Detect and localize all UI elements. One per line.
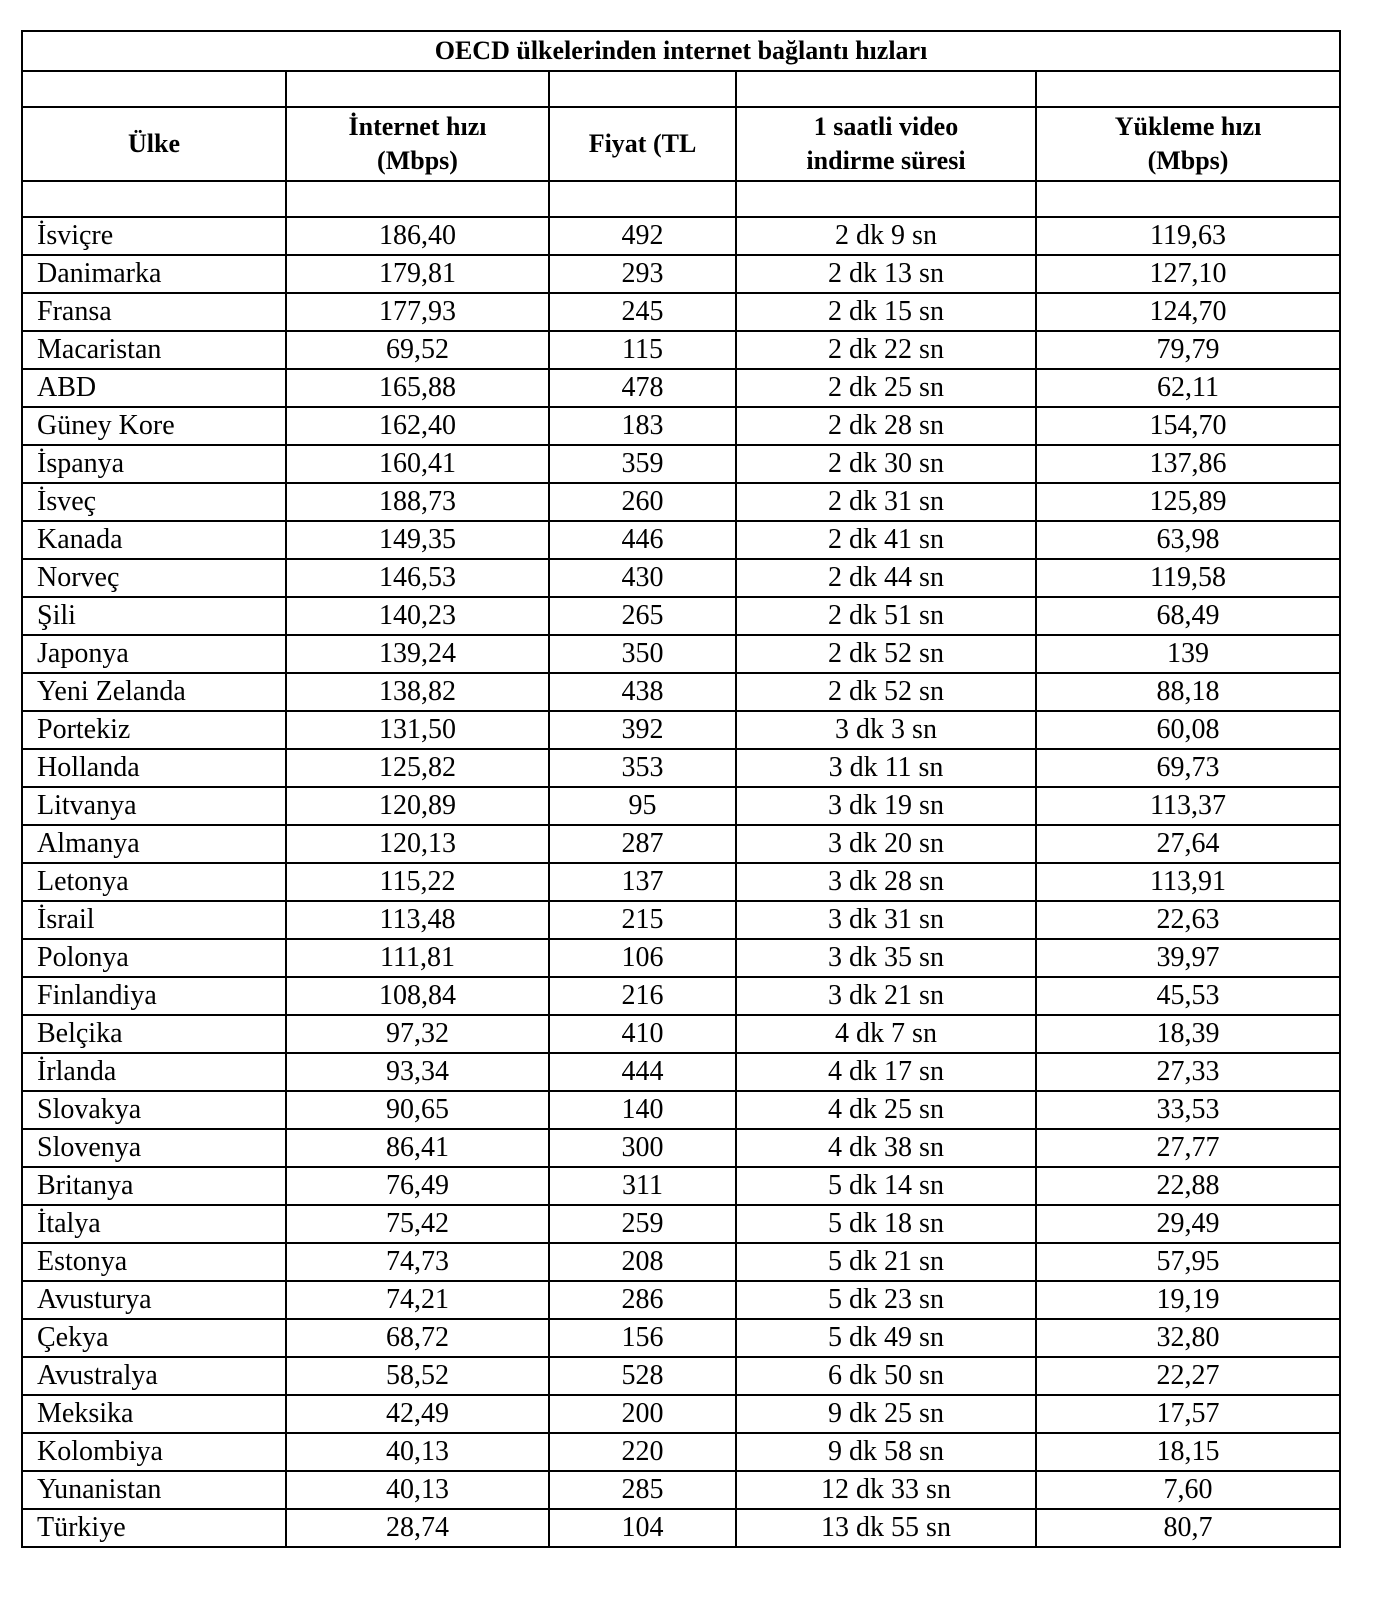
cell-upload-speed: 7,60 [1036, 1471, 1340, 1509]
cell-video-download-time: 5 dk 23 sn [736, 1281, 1036, 1319]
table-row [22, 1205, 1340, 1243]
cell-price: 528 [549, 1357, 736, 1395]
cell-video-download-time: 3 dk 20 sn [736, 825, 1036, 863]
cell-video-download-time: 2 dk 25 sn [736, 369, 1036, 407]
cell-internet-speed: 177,93 [286, 293, 549, 331]
cell-price: 359 [549, 445, 736, 483]
cell-upload-speed: 113,37 [1036, 787, 1340, 825]
cell-upload-speed: 18,15 [1036, 1433, 1340, 1471]
cell-country: Danimarka [22, 255, 286, 293]
cell-country: Litvanya [22, 787, 286, 825]
cell-upload-speed: 17,57 [1036, 1395, 1340, 1433]
cell-internet-speed: 75,42 [286, 1205, 549, 1243]
cell-upload-speed: 127,10 [1036, 255, 1340, 293]
cell-upload-speed: 60,08 [1036, 711, 1340, 749]
cell-country: Hollanda [22, 749, 286, 787]
cell-country: Kolombiya [22, 1433, 286, 1471]
cell-upload-speed: 113,91 [1036, 863, 1340, 901]
cell-internet-speed: 74,21 [286, 1281, 549, 1319]
table-row [22, 1395, 1340, 1433]
cell-country: Slovakya [22, 1091, 286, 1129]
cell-internet-speed: 139,24 [286, 635, 549, 673]
cell-country: İspanya [22, 445, 286, 483]
cell-internet-speed: 76,49 [286, 1167, 549, 1205]
cell-price: 140 [549, 1091, 736, 1129]
cell-upload-speed: 63,98 [1036, 521, 1340, 559]
cell-internet-speed: 86,41 [286, 1129, 549, 1167]
table-row [22, 863, 1340, 901]
cell-video-download-time: 3 dk 31 sn [736, 901, 1036, 939]
cell-video-download-time: 3 dk 3 sn [736, 711, 1036, 749]
cell-upload-speed: 39,97 [1036, 939, 1340, 977]
cell-upload-speed: 22,63 [1036, 901, 1340, 939]
cell-internet-speed: 74,73 [286, 1243, 549, 1281]
cell-upload-speed: 68,49 [1036, 597, 1340, 635]
cell-video-download-time: 5 dk 21 sn [736, 1243, 1036, 1281]
cell-internet-speed: 125,82 [286, 749, 549, 787]
cell-internet-speed: 97,32 [286, 1015, 549, 1053]
cell-price: 265 [549, 597, 736, 635]
cell-video-download-time: 4 dk 25 sn [736, 1091, 1036, 1129]
table-row [22, 749, 1340, 787]
cell-price: 260 [549, 483, 736, 521]
cell-video-download-time: 2 dk 9 sn [736, 217, 1036, 255]
table-row [22, 901, 1340, 939]
table-row [22, 635, 1340, 673]
cell-price: 216 [549, 977, 736, 1015]
cell-country: Japonya [22, 635, 286, 673]
cell-upload-speed: 29,49 [1036, 1205, 1340, 1243]
table-row [22, 1281, 1340, 1319]
cell-internet-speed: 120,89 [286, 787, 549, 825]
cell-internet-speed: 28,74 [286, 1509, 549, 1547]
table-row [22, 521, 1340, 559]
header-price: Fiyat (TL [549, 107, 736, 181]
cell-video-download-time: 3 dk 11 sn [736, 749, 1036, 787]
cell-price: 293 [549, 255, 736, 293]
cell-price: 430 [549, 559, 736, 597]
cell-country: Norveç [22, 559, 286, 597]
cell-upload-speed: 125,89 [1036, 483, 1340, 521]
cell-upload-speed: 27,64 [1036, 825, 1340, 863]
header-country: Ülke [22, 107, 286, 181]
table-row [22, 1433, 1340, 1471]
table-row [22, 1243, 1340, 1281]
cell-video-download-time: 3 dk 19 sn [736, 787, 1036, 825]
table-row [22, 1053, 1340, 1091]
cell-video-download-time: 5 dk 14 sn [736, 1167, 1036, 1205]
cell-price: 95 [549, 787, 736, 825]
cell-country: Letonya [22, 863, 286, 901]
cell-upload-speed: 22,27 [1036, 1357, 1340, 1395]
cell-price: 350 [549, 635, 736, 673]
table-row [22, 711, 1340, 749]
cell-country: İtalya [22, 1205, 286, 1243]
cell-internet-speed: 160,41 [286, 445, 549, 483]
cell-video-download-time: 2 dk 52 sn [736, 635, 1036, 673]
table-row [22, 673, 1340, 711]
cell-video-download-time: 2 dk 30 sn [736, 445, 1036, 483]
cell-internet-speed: 90,65 [286, 1091, 549, 1129]
cell-country: Belçika [22, 1015, 286, 1053]
cell-video-download-time: 2 dk 22 sn [736, 331, 1036, 369]
table-row [22, 1319, 1340, 1357]
cell-internet-speed: 140,23 [286, 597, 549, 635]
header-video-download-time: 1 saatli video indirme süresi [736, 107, 1036, 181]
table-row [22, 1167, 1340, 1205]
cell-country: ABD [22, 369, 286, 407]
cell-price: 183 [549, 407, 736, 445]
cell-internet-speed: 131,50 [286, 711, 549, 749]
table-row [22, 331, 1340, 369]
cell-video-download-time: 2 dk 52 sn [736, 673, 1036, 711]
cell-price: 245 [549, 293, 736, 331]
table-row [22, 825, 1340, 863]
cell-video-download-time: 2 dk 13 sn [736, 255, 1036, 293]
cell-upload-speed: 22,88 [1036, 1167, 1340, 1205]
cell-price: 353 [549, 749, 736, 787]
cell-price: 115 [549, 331, 736, 369]
cell-internet-speed: 40,13 [286, 1433, 549, 1471]
cell-internet-speed: 42,49 [286, 1395, 549, 1433]
header-row [22, 107, 1340, 181]
cell-price: 208 [549, 1243, 736, 1281]
cell-country: Şili [22, 597, 286, 635]
cell-price: 438 [549, 673, 736, 711]
cell-price: 478 [549, 369, 736, 407]
cell-price: 286 [549, 1281, 736, 1319]
cell-video-download-time: 2 dk 31 sn [736, 483, 1036, 521]
table-row [22, 1357, 1340, 1395]
cell-price: 259 [549, 1205, 736, 1243]
cell-country: Britanya [22, 1167, 286, 1205]
cell-upload-speed: 32,80 [1036, 1319, 1340, 1357]
cell-internet-speed: 179,81 [286, 255, 549, 293]
cell-video-download-time: 5 dk 18 sn [736, 1205, 1036, 1243]
cell-upload-speed: 57,95 [1036, 1243, 1340, 1281]
cell-internet-speed: 188,73 [286, 483, 549, 521]
cell-price: 106 [549, 939, 736, 977]
cell-upload-speed: 27,33 [1036, 1053, 1340, 1091]
cell-internet-speed: 115,22 [286, 863, 549, 901]
cell-country: Türkiye [22, 1509, 286, 1547]
cell-country: Güney Kore [22, 407, 286, 445]
cell-country: Yeni Zelanda [22, 673, 286, 711]
cell-country: Finlandiya [22, 977, 286, 1015]
cell-video-download-time: 2 dk 28 sn [736, 407, 1036, 445]
cell-video-download-time: 3 dk 28 sn [736, 863, 1036, 901]
cell-price: 285 [549, 1471, 736, 1509]
cell-country: Avustralya [22, 1357, 286, 1395]
cell-country: İsrail [22, 901, 286, 939]
cell-upload-speed: 119,63 [1036, 217, 1340, 255]
cell-price: 220 [549, 1433, 736, 1471]
cell-video-download-time: 5 dk 49 sn [736, 1319, 1036, 1357]
cell-upload-speed: 79,79 [1036, 331, 1340, 369]
cell-country: Fransa [22, 293, 286, 331]
cell-upload-speed: 137,86 [1036, 445, 1340, 483]
cell-price: 137 [549, 863, 736, 901]
table-row [22, 1015, 1340, 1053]
cell-video-download-time: 9 dk 58 sn [736, 1433, 1036, 1471]
cell-video-download-time: 4 dk 7 sn [736, 1015, 1036, 1053]
cell-internet-speed: 69,52 [286, 331, 549, 369]
cell-video-download-time: 2 dk 41 sn [736, 521, 1036, 559]
table-row [22, 445, 1340, 483]
cell-upload-speed: 45,53 [1036, 977, 1340, 1015]
cell-price: 104 [549, 1509, 736, 1547]
cell-price: 156 [549, 1319, 736, 1357]
table-row [22, 939, 1340, 977]
cell-upload-speed: 18,39 [1036, 1015, 1340, 1053]
cell-country: Yunanistan [22, 1471, 286, 1509]
cell-upload-speed: 27,77 [1036, 1129, 1340, 1167]
cell-country: Avusturya [22, 1281, 286, 1319]
table-row [22, 217, 1340, 255]
cell-internet-speed: 68,72 [286, 1319, 549, 1357]
cell-internet-speed: 165,88 [286, 369, 549, 407]
cell-internet-speed: 113,48 [286, 901, 549, 939]
header-internet-speed: İnternet hızı (Mbps) [286, 107, 549, 181]
cell-country: Polonya [22, 939, 286, 977]
cell-upload-speed: 62,11 [1036, 369, 1340, 407]
cell-video-download-time: 2 dk 44 sn [736, 559, 1036, 597]
cell-upload-speed: 80,7 [1036, 1509, 1340, 1547]
cell-upload-speed: 119,58 [1036, 559, 1340, 597]
cell-video-download-time: 2 dk 51 sn [736, 597, 1036, 635]
cell-country: İsviçre [22, 217, 286, 255]
cell-video-download-time: 4 dk 38 sn [736, 1129, 1036, 1167]
cell-internet-speed: 111,81 [286, 939, 549, 977]
cell-price: 300 [549, 1129, 736, 1167]
cell-internet-speed: 149,35 [286, 521, 549, 559]
cell-country: Çekya [22, 1319, 286, 1357]
cell-upload-speed: 19,19 [1036, 1281, 1340, 1319]
table-row [22, 293, 1340, 331]
cell-video-download-time: 3 dk 35 sn [736, 939, 1036, 977]
cell-country: Estonya [22, 1243, 286, 1281]
table-row [22, 1471, 1340, 1509]
cell-video-download-time: 12 dk 33 sn [736, 1471, 1036, 1509]
cell-internet-speed: 120,13 [286, 825, 549, 863]
cell-upload-speed: 88,18 [1036, 673, 1340, 711]
table-row [22, 369, 1340, 407]
table-row [22, 1091, 1340, 1129]
cell-video-download-time: 9 dk 25 sn [736, 1395, 1036, 1433]
cell-video-download-time: 13 dk 55 sn [736, 1509, 1036, 1547]
cell-country: Slovenya [22, 1129, 286, 1167]
cell-price: 410 [549, 1015, 736, 1053]
cell-internet-speed: 108,84 [286, 977, 549, 1015]
cell-internet-speed: 138,82 [286, 673, 549, 711]
table-row [22, 255, 1340, 293]
cell-price: 200 [549, 1395, 736, 1433]
cell-video-download-time: 4 dk 17 sn [736, 1053, 1036, 1091]
cell-country: Portekiz [22, 711, 286, 749]
cell-country: Macaristan [22, 331, 286, 369]
table-row [22, 483, 1340, 521]
cell-price: 287 [549, 825, 736, 863]
cell-upload-speed: 33,53 [1036, 1091, 1340, 1129]
table-row [22, 787, 1340, 825]
table-row [22, 1509, 1340, 1547]
cell-price: 311 [549, 1167, 736, 1205]
cell-upload-speed: 69,73 [1036, 749, 1340, 787]
table-row [22, 597, 1340, 635]
cell-price: 446 [549, 521, 736, 559]
cell-internet-speed: 162,40 [286, 407, 549, 445]
cell-internet-speed: 146,53 [286, 559, 549, 597]
table-row [22, 1129, 1340, 1167]
table-row [22, 559, 1340, 597]
cell-upload-speed: 154,70 [1036, 407, 1340, 445]
cell-internet-speed: 186,40 [286, 217, 549, 255]
table-title: OECD ülkelerinden internet bağlantı hızları [22, 31, 1340, 71]
cell-internet-speed: 58,52 [286, 1357, 549, 1395]
cell-country: İrlanda [22, 1053, 286, 1091]
cell-video-download-time: 3 dk 21 sn [736, 977, 1036, 1015]
cell-price: 215 [549, 901, 736, 939]
header-upload-speed: Yükleme hızı (Mbps) [1036, 107, 1340, 181]
cell-price: 392 [549, 711, 736, 749]
cell-internet-speed: 40,13 [286, 1471, 549, 1509]
cell-price: 444 [549, 1053, 736, 1091]
cell-upload-speed: 124,70 [1036, 293, 1340, 331]
empty-row [22, 71, 1340, 107]
cell-video-download-time: 2 dk 15 sn [736, 293, 1036, 331]
cell-country: Kanada [22, 521, 286, 559]
cell-price: 492 [549, 217, 736, 255]
cell-country: Meksika [22, 1395, 286, 1433]
table-row [22, 407, 1340, 445]
cell-internet-speed: 93,34 [286, 1053, 549, 1091]
cell-upload-speed: 139 [1036, 635, 1340, 673]
cell-country: Almanya [22, 825, 286, 863]
cell-video-download-time: 6 dk 50 sn [736, 1357, 1036, 1395]
empty-row [22, 181, 1340, 217]
internet-speed-table [21, 30, 1341, 1548]
cell-country: İsveç [22, 483, 286, 521]
table-row [22, 977, 1340, 1015]
